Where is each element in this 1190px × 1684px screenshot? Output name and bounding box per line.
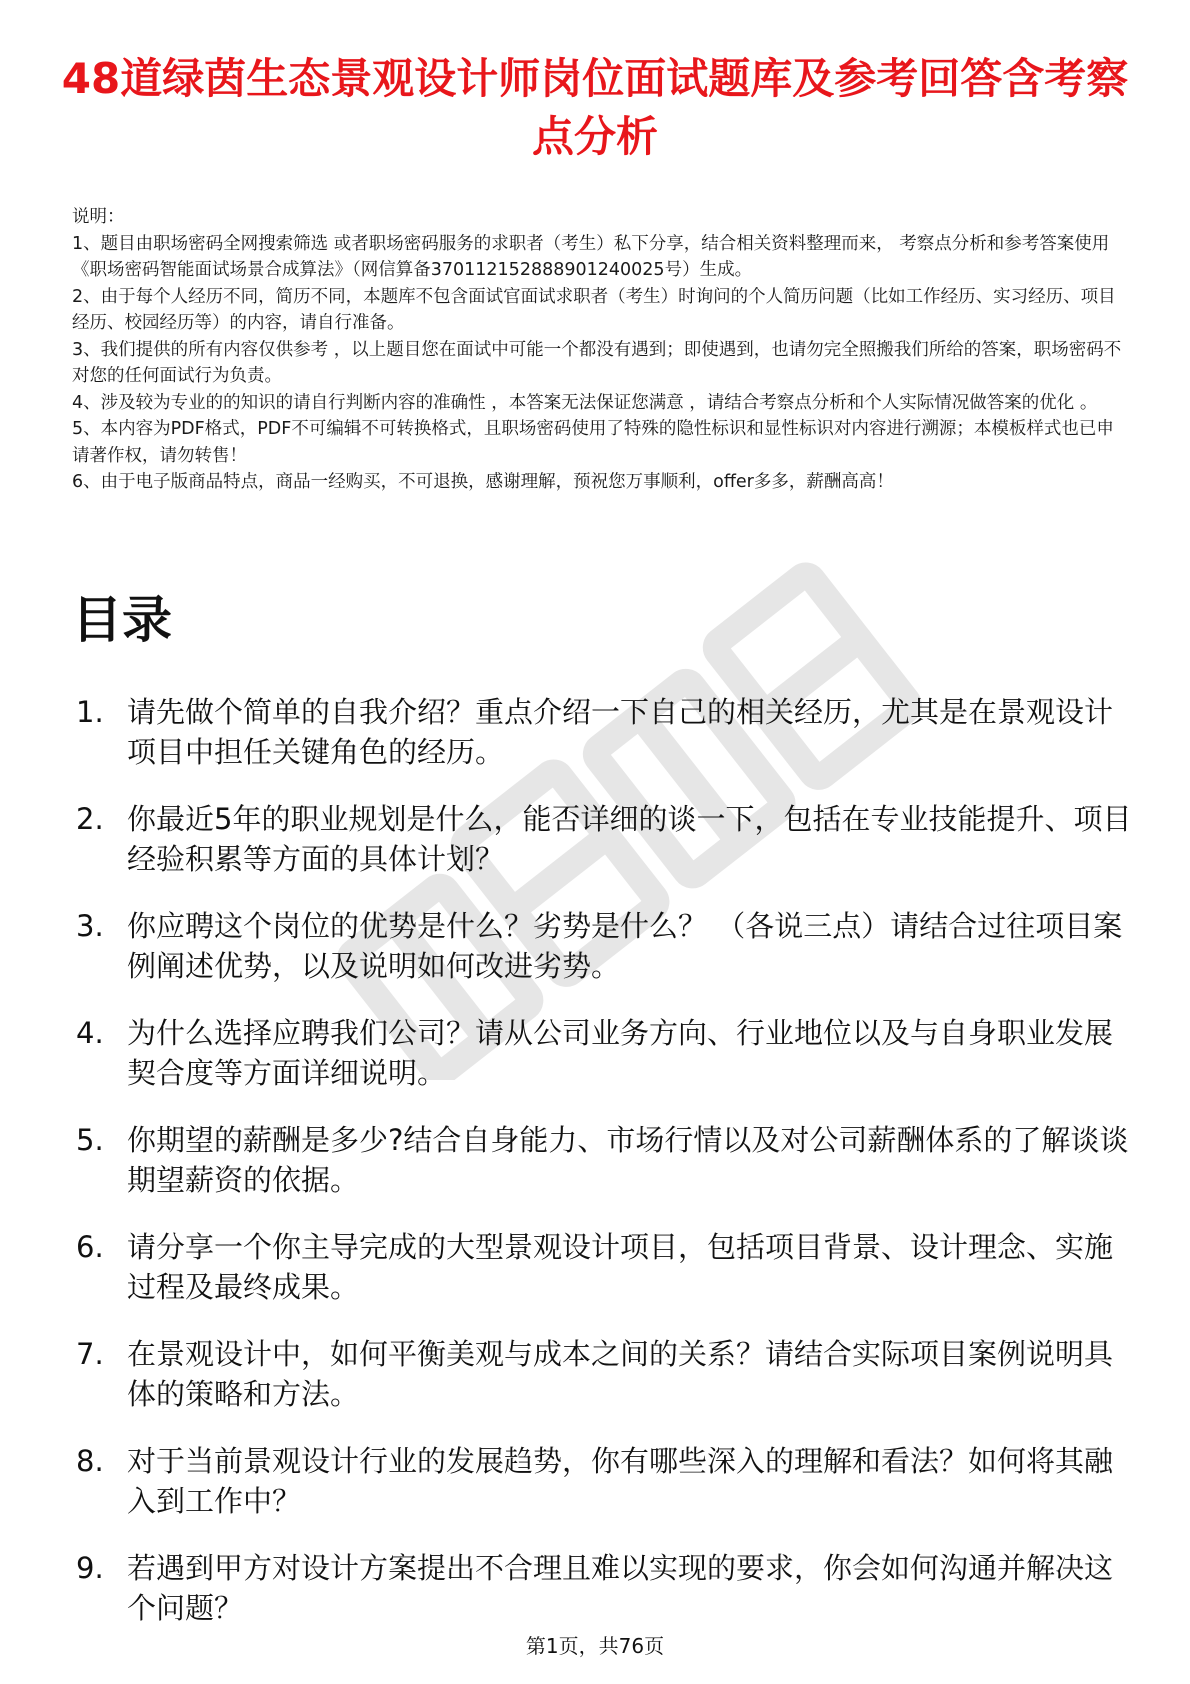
- toc-list: [72, 692, 1132, 1655]
- toc-item-text: 请先做个简单的自我介绍？重点介绍一下自己的相关经历，尤其是在景观设计项目中担任关键角色的经历。: [127, 695, 1114, 769]
- document-title: 48道绿茵生态景观设计师岗位面试题库及参考回答含考察点分析: [61, 54, 1129, 161]
- toc-heading: 目录: [72, 591, 172, 649]
- instructions-section: [72, 204, 1122, 496]
- toc-item-text: 你最近5年的职业规划是什么，能否详细的谈一下，包括在专业技能提升、项目经验积累等方面的具体计划？: [127, 802, 1132, 876]
- toc-item-number: 3.: [76, 909, 104, 943]
- toc-item-text: 请分享一个你主导完成的大型景观设计项目，包括项目背景、设计理念、实施过程及最终成果。: [127, 1230, 1114, 1304]
- toc-item[interactable]: [72, 692, 1132, 772]
- toc-item-number: 4.: [76, 1016, 104, 1050]
- toc-item-text: 你期望的薪酬是多少?结合自身能力、市场行情以及对公司薪酬体系的了解谈谈期望薪资的依据。: [127, 1123, 1129, 1197]
- toc-item[interactable]: [72, 1334, 1132, 1414]
- instruction-item: 6、由于电子版商品特点，商品一经购买，不可退换，感谢理解，预祝您万事顺利，offer多多，薪酬高高！: [72, 472, 894, 492]
- toc-item[interactable]: [72, 1548, 1132, 1628]
- toc-item[interactable]: [72, 906, 1132, 986]
- instruction-item: 1、题目由职场密码全网搜索筛选 或者职场密码服务的求职者（考生）私下分享，结合相关资料整理而来， 考察点分析和参考答案使用《职场密码智能面试场景合成算法》（网信算备370112152888901240025号）生成。: [72, 233, 1110, 280]
- toc-item-number: 2.: [76, 802, 104, 836]
- toc-item[interactable]: [72, 1120, 1132, 1200]
- toc-item-number: 5.: [76, 1123, 104, 1157]
- instruction-item: 2、由于每个人经历不同，简历不同，本题库不包含面试官面试求职者（考生）时询问的个人简历问题（比如工作经历、实习经历、项目经历、校园经历等）的内容，请自行准备。: [72, 286, 1116, 333]
- toc-item-number: 9.: [76, 1551, 104, 1585]
- toc-item[interactable]: [72, 1441, 1132, 1521]
- instruction-item: 4、涉及较为专业的的知识的请自行判断内容的准确性 ，本答案无法保证您满意 ，请结合考察点分析和个人实际情况做答案的优化 。: [72, 392, 1098, 413]
- toc-item-text: 若遇到甲方对设计方案提出不合理且难以实现的要求，你会如何沟通并解决这个问题？: [127, 1551, 1114, 1625]
- instruction-item: 3、我们提供的所有内容仅供参考 ，以上题目您在面试中可能一个都没有遇到；即使遇到，也请勿完全照搬我们所给的答案，职场密码不对您的任何面试行为负责。: [72, 339, 1122, 386]
- toc-item[interactable]: [72, 1227, 1132, 1307]
- toc-item-number: 6.: [76, 1230, 104, 1264]
- instruction-item: 5、本内容为PDF格式，PDF不可编辑不可转换格式，且职场密码使用了特殊的隐性标识和显性标识对内容进行溯源；本模板样式也已申请著作权，请勿转售！: [72, 419, 1114, 466]
- toc-item-text: 你应聘这个岗位的优势是什么？劣势是什么？ （各说三点）请结合过往项目案例阐述优势，以及说明如何改进劣势。: [127, 909, 1123, 983]
- toc-item-text: 对于当前景观设计行业的发展趋势，你有哪些深入的理解和看法？如何将其融入到工作中？: [127, 1444, 1114, 1518]
- toc-item[interactable]: [72, 799, 1132, 879]
- instructions-heading: 说明：: [72, 207, 125, 227]
- toc-item-number: 1.: [76, 695, 104, 729]
- toc-item-text: 在景观设计中，如何平衡美观与成本之间的关系？请结合实际项目案例说明具体的策略和方法。: [127, 1337, 1114, 1411]
- toc-item-number: 7.: [76, 1337, 104, 1371]
- toc-item[interactable]: [72, 1013, 1132, 1093]
- toc-item-number: 8.: [76, 1444, 104, 1478]
- page-footer: 第1页，共76页: [525, 1634, 665, 1658]
- toc-item-text: 为什么选择应聘我们公司？请从公司业务方向、行业地位以及与自身职业发展契合度等方面详细说明。: [127, 1016, 1114, 1090]
